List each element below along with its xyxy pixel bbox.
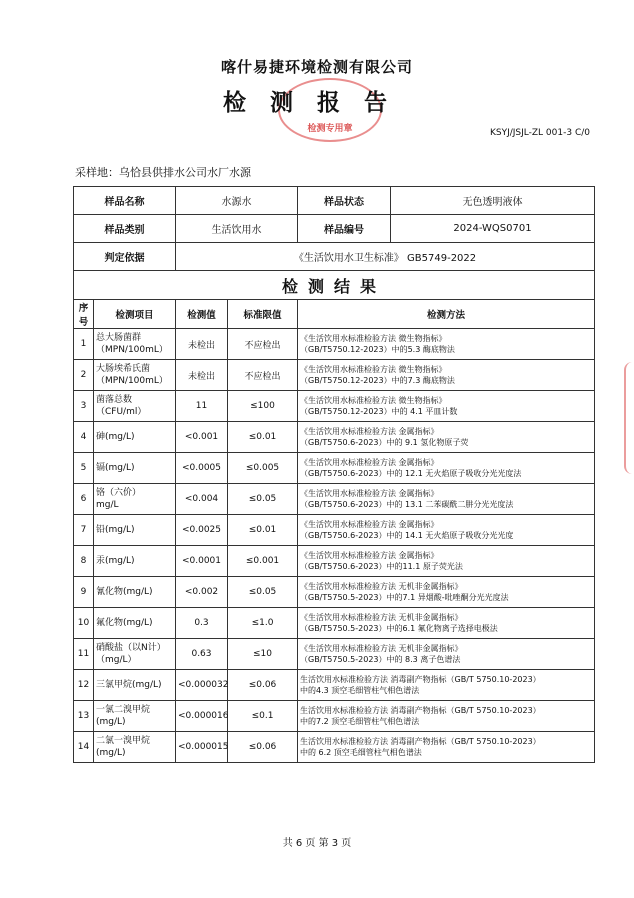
method-line-1: 生活饮用水标准检验方法 消毒副产物指标（GB/T 5750.10-2023） [300,675,541,684]
standard-limit: ≤0.06 [248,742,277,752]
sample-no-value: 2024-WQS0701 [453,223,532,234]
partial-seal-edge [624,362,634,474]
item-name: 硝酸盐（以N计） [96,643,166,653]
method-line-1: 《生活饮用水标准检验方法 无机非金属指标》 [300,613,463,622]
standard-limit: ≤0.1 [251,711,274,721]
method-line-2: （GB/T5750.6-2023）中的 13.1 二苯碳酰二肼分光光度法 [300,500,514,509]
method-line-1: 生活饮用水标准检验方法 消毒副产物指标（GB/T 5750.10-2023） [300,737,541,746]
result-row [74,391,595,422]
method-line-1: 《生活饮用水标准检验方法 金属指标》 [300,489,439,498]
result-row [74,484,595,515]
method-line-2: （GB/T5750.5-2023）中的6.1 氟化物离子选择电极法 [300,624,498,633]
measured-value: 0.3 [194,618,209,628]
item-unit: (mg/L) [96,717,126,727]
method-line-1: 《生活饮用水标准检验方法 无机非金属指标》 [300,644,463,653]
sample-name-value: 水源水 [176,187,298,215]
row-number: 7 [80,525,87,535]
result-row [74,670,595,701]
measured-value: <0.000032 [178,680,229,690]
item-name: 砷(mg/L) [96,432,135,442]
report-title: 检测报告 [223,89,411,116]
method-line-1: 《生活饮用水标准检验方法 微生物指标》 [300,365,447,374]
method-line-2: （GB/T5750.5-2023）中的 8.3 离子色谱法 [300,655,461,664]
measured-value: <0.000015 [178,742,229,752]
result-row [74,577,595,608]
method-line-2: （GB/T5750.6-2023）中的 14.1 无火焰原子吸收分光光度 [300,531,514,540]
item-name: 镉(mg/L) [96,463,135,473]
row-number: 3 [80,401,87,411]
item-unit: (mg/L) [96,748,126,758]
method-line-2: （GB/T5750.12-2023）中的5.3 酶底物法 [300,345,455,354]
row-number: 11 [77,649,90,659]
item-unit: （CFU/ml） [96,407,147,417]
sample-state-value: 无色透明液体 [462,197,523,208]
report-table [73,186,595,763]
item-name: 三氯甲烷(mg/L) [96,680,162,690]
measured-value: <0.002 [184,587,219,597]
result-row [74,732,595,763]
method-line-1: 《生活饮用水标准检验方法 金属指标》 [300,520,439,529]
measured-value: <0.000016 [178,711,229,721]
results-title-row [74,271,595,300]
document-code: KSYJ/JSJL-ZL 001-3 C/0 [489,128,590,138]
method-line-1: 生活饮用水标准检验方法 消毒副产物指标（GB/T 5750.10-2023） [300,706,541,715]
row-number: 9 [80,587,87,597]
sampling-site: 采样地：乌恰县供排水公司水厂水源 [75,166,251,179]
item-name: 总大肠菌群 [96,333,142,343]
result-row [74,608,595,639]
measured-value: 未检出 [187,340,215,351]
measured-value: <0.004 [184,494,219,504]
standard-limit: 不应检出 [244,371,281,382]
method-line-1: 《生活饮用水标准检验方法 金属指标》 [300,458,439,467]
measured-value: 11 [195,401,208,411]
method-line-2: 中的4.3 顶空毛细管柱气相色谱法 [300,686,420,695]
criteria-label: 判定依据 [74,243,176,271]
row-number: 14 [77,742,90,752]
sample-type-label: 样品类别 [74,215,176,243]
standard-limit: ≤100 [250,401,275,411]
row-number: 6 [80,494,87,504]
method-line-2: 中的7.2 顶空毛细管柱气相色谱法 [300,717,420,726]
item-name: 氰化物(mg/L) [96,587,153,597]
col-header-method: 检测方法 [298,300,595,329]
method-line-2: （GB/T5750.12-2023）中的 4.1 平皿计数 [300,407,458,416]
col-header-no: 序号 [74,300,94,329]
item-name: 汞(mg/L) [96,556,135,566]
row-number: 13 [77,711,90,721]
item-name: 铬（六价） [96,488,142,498]
method-line-2: 中的 6.2 顶空毛细管柱气相色谱法 [300,748,422,757]
sample-name-label: 样品名称 [74,187,176,215]
standard-limit: ≤0.05 [248,587,277,597]
info-row-1 [74,187,595,215]
result-row [74,422,595,453]
method-line-2: （GB/T5750.6-2023）中的11.1 原子荧光法 [300,562,463,571]
item-name: 一氯二溴甲烷 [96,705,151,715]
row-number: 8 [80,556,87,566]
method-line-1: 《生活饮用水标准检验方法 金属指标》 [300,551,439,560]
criteria-value: 《生活饮用水卫生标准》 GB5749-2022 [176,243,595,271]
info-row-3 [74,243,595,271]
item-name: 氟化物(mg/L) [96,618,153,628]
measured-value: 未检出 [187,371,215,382]
row-number: 10 [77,618,90,628]
method-line-2: （GB/T5750.12-2023）中的7.3 酶底物法 [300,376,455,385]
sample-type-value: 生活饮用水 [176,215,298,243]
measured-value: <0.0001 [181,556,222,566]
sample-no-label: 样品编号 [298,215,391,242]
standard-limit: ≤0.06 [248,680,277,690]
result-row [74,360,595,391]
item-unit: mg/L [96,500,119,510]
item-name: 大肠埃希氏菌 [96,364,151,374]
row-number: 5 [80,463,87,473]
method-line-2: （GB/T5750.5-2023）中的7.1 异烟酸-吡唑酮分光光度法 [300,593,509,602]
measured-value: <0.0025 [181,525,222,535]
page-footer: 共 6 页 第 3 页 [282,838,352,849]
row-number: 12 [77,680,90,690]
item-unit: （mg/L） [96,655,137,665]
standard-limit: 不应检出 [244,340,281,351]
result-row [74,701,595,732]
item-unit: （MPN/100mL） [96,376,168,386]
result-row [74,453,595,484]
method-line-2: （GB/T5750.6-2023）中的 9.1 氢化物原子荧 [300,438,469,447]
sample-state-label: 样品状态 [298,187,391,214]
result-row [74,515,595,546]
method-line-2: （GB/T5750.6-2023）中的 12.1 无火焰原子吸收分光光度法 [300,469,522,478]
method-line-1: 《生活饮用水标准检验方法 微生物指标》 [300,334,447,343]
row-number: 4 [80,432,87,442]
measured-value: <0.001 [184,432,219,442]
seal-label: 检测专用章 [307,124,353,134]
result-row [74,546,595,577]
info-row-2 [74,215,595,243]
standard-limit: ≤0.005 [245,463,280,473]
result-row [74,329,595,360]
row-number: 1 [80,339,87,349]
column-header-row [74,300,595,329]
standard-limit: ≤0.05 [248,494,277,504]
item-name: 铅(mg/L) [96,525,135,535]
col-header-item: 检测项目 [94,300,176,329]
results-title: 检测结果 [74,271,595,300]
method-line-1: 《生活饮用水标准检验方法 微生物指标》 [300,396,447,405]
item-name: 二氯一溴甲烷 [96,736,151,746]
result-row [74,639,595,670]
item-name: 菌落总数 [96,395,133,405]
method-line-1: 《生活饮用水标准检验方法 无机非金属指标》 [300,582,463,591]
standard-limit: ≤0.01 [248,432,277,442]
standard-limit: ≤0.01 [248,525,277,535]
row-number: 2 [80,370,87,380]
method-line-1: 《生活饮用水标准检验方法 金属指标》 [300,427,439,436]
measured-value: 0.63 [191,649,212,659]
measured-value: <0.0005 [181,463,222,473]
col-header-limit: 标准限值 [228,300,298,329]
col-header-value: 检测值 [176,300,228,329]
standard-limit: ≤1.0 [251,618,274,628]
standard-limit: ≤10 [253,649,272,659]
item-unit: （MPN/100mL） [96,345,168,355]
organization-name: 喀什易捷环境检测有限公司 [220,58,413,76]
standard-limit: ≤0.001 [245,556,280,566]
